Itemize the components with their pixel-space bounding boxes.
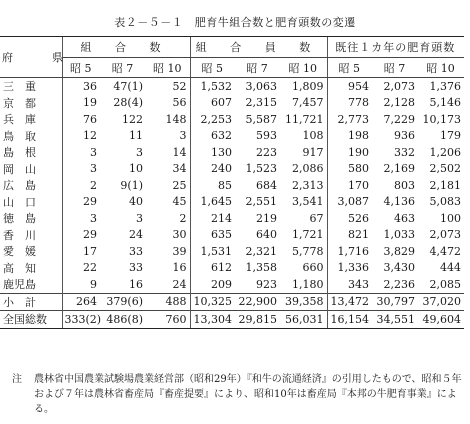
- prefecture-cell: [0, 293, 62, 311]
- value-cell: 5,587: [245, 112, 277, 126]
- value-cell: 2,073: [429, 228, 462, 242]
- table-row: [0, 161, 464, 178]
- value-cell: 9(1): [120, 178, 143, 192]
- value-cell: 29: [62, 227, 100, 244]
- value-cell: 37,020: [418, 293, 464, 311]
- value-cell: 14: [172, 145, 187, 159]
- value-cell: 3,541: [292, 195, 324, 209]
- value-cell: 85: [190, 177, 235, 194]
- prefecture-cell: [0, 311, 62, 329]
- prefecture-name: 鳥 取: [3, 129, 36, 143]
- value-cell: 635: [190, 227, 235, 244]
- value-cell: 36: [62, 78, 100, 95]
- value-cell: 4,472: [429, 244, 462, 258]
- value-cell: 52: [172, 79, 187, 93]
- prefecture-name: 高 知: [3, 261, 36, 275]
- value-cell: 24: [172, 277, 187, 291]
- value-cell: 130: [190, 144, 235, 161]
- value-cell: 19: [62, 95, 100, 112]
- value-cell: 917: [302, 145, 324, 159]
- value-cell: 22: [62, 260, 100, 277]
- value-cell: 954: [327, 78, 372, 95]
- value-cell: 486(8): [100, 311, 146, 329]
- value-cell: 148: [165, 112, 187, 126]
- subtotal-row: [0, 293, 464, 311]
- header-year: 昭 5: [327, 58, 372, 78]
- prefecture-name: 島 根: [3, 146, 36, 160]
- value-cell: 821: [327, 227, 372, 244]
- value-cell: 2,313: [292, 178, 324, 192]
- value-cell: 214: [190, 210, 235, 227]
- value-cell: 640: [256, 228, 277, 242]
- value-cell: 33: [129, 244, 143, 258]
- value-cell: 580: [327, 161, 372, 178]
- footnote-label: 注: [12, 374, 22, 385]
- value-cell: 332: [394, 145, 415, 159]
- value-cell: 612: [190, 260, 235, 277]
- prefecture-cell: [0, 276, 62, 293]
- value-cell: 2: [179, 211, 187, 225]
- value-cell: 223: [256, 145, 277, 159]
- value-cell: 179: [440, 129, 462, 143]
- header-year: 昭 10: [146, 58, 190, 78]
- prefecture-name: 岡 山: [3, 162, 36, 176]
- value-cell: 607: [190, 95, 235, 112]
- value-cell: 343: [327, 276, 372, 293]
- prefecture-name: 全国総数: [3, 313, 47, 327]
- header-group-count: 組 合 数: [62, 37, 190, 58]
- table-row: [0, 111, 464, 128]
- value-cell: 1,532: [190, 78, 235, 95]
- value-cell: 1,523: [245, 162, 277, 176]
- table-row: [0, 177, 464, 194]
- table-row: [0, 210, 464, 227]
- value-cell: 76: [62, 111, 100, 128]
- value-cell: 16,154: [327, 311, 372, 329]
- value-cell: 34: [172, 162, 187, 176]
- value-cell: 1,809: [292, 79, 324, 93]
- value-cell: 632: [190, 128, 235, 145]
- value-cell: 660: [302, 261, 324, 275]
- prefecture-name: 三 重: [3, 80, 36, 94]
- value-cell: 3: [136, 211, 143, 225]
- header-year: 昭 5: [190, 58, 235, 78]
- value-cell: 1,716: [327, 243, 372, 260]
- value-cell: 56: [172, 96, 187, 110]
- value-cell: 1,645: [190, 194, 235, 211]
- value-cell: 463: [394, 211, 415, 225]
- prefecture-name: 兵 庫: [3, 113, 36, 127]
- value-cell: 3,829: [383, 244, 415, 258]
- header-year: 昭 10: [280, 58, 327, 78]
- value-cell: 2,169: [383, 162, 415, 176]
- prefecture-name: 広 島: [3, 179, 36, 193]
- value-cell: 2,551: [245, 195, 277, 209]
- prefecture-name: 小 計: [3, 295, 36, 309]
- value-cell: 25: [172, 178, 187, 192]
- value-cell: 3,063: [245, 79, 277, 93]
- value-cell: 122: [122, 112, 143, 126]
- value-cell: 39,358: [280, 293, 327, 311]
- value-cell: 3: [62, 161, 100, 178]
- total-row: [0, 311, 464, 329]
- value-cell: 2,773: [327, 111, 372, 128]
- value-cell: 2,253: [190, 111, 235, 128]
- value-cell: 5,778: [292, 244, 324, 258]
- value-cell: 3: [179, 129, 187, 143]
- value-cell: 803: [394, 178, 415, 192]
- value-cell: 240: [190, 161, 235, 178]
- value-cell: 24: [129, 228, 143, 242]
- value-cell: 1,336: [327, 260, 372, 277]
- value-cell: 108: [302, 129, 324, 143]
- value-cell: 444: [440, 261, 462, 275]
- value-cell: 10,173: [422, 112, 462, 126]
- prefecture-cell: [0, 111, 62, 128]
- value-cell: 684: [256, 178, 277, 192]
- value-cell: 28(4): [113, 96, 143, 110]
- prefecture-cell: [0, 260, 62, 277]
- value-cell: 1,033: [383, 228, 415, 242]
- prefecture-cell: [0, 78, 62, 95]
- value-cell: 3,087: [327, 194, 372, 211]
- value-cell: 333(2): [62, 311, 100, 329]
- value-cell: 16: [172, 261, 187, 275]
- prefecture-cell: [0, 95, 62, 112]
- value-cell: 34,551: [372, 311, 418, 329]
- value-cell: 778: [327, 95, 372, 112]
- value-cell: 3,430: [383, 261, 415, 275]
- value-cell: 2: [62, 177, 100, 194]
- value-cell: 1,531: [190, 243, 235, 260]
- value-cell: 3: [136, 145, 143, 159]
- value-cell: 1,721: [292, 228, 324, 242]
- table-row: [0, 227, 464, 244]
- value-cell: 1,180: [292, 277, 324, 291]
- table-row: [0, 276, 464, 293]
- value-cell: 219: [256, 211, 277, 225]
- value-cell: 7,229: [383, 112, 415, 126]
- value-cell: 39: [172, 244, 187, 258]
- value-cell: 9: [62, 276, 100, 293]
- value-cell: 5,146: [429, 96, 462, 110]
- prefecture-cell: [0, 177, 62, 194]
- value-cell: 2,321: [245, 244, 277, 258]
- value-cell: 1,206: [429, 145, 462, 159]
- header-year: 昭 7: [372, 58, 418, 78]
- value-cell: 67: [309, 211, 324, 225]
- value-cell: 10,325: [190, 293, 235, 311]
- table-title: 表２－５－１ 肥育牛組合数と肥育頭数の変遷: [114, 16, 356, 29]
- value-cell: 56,031: [280, 311, 327, 329]
- value-cell: 760: [146, 311, 190, 329]
- prefecture-name: 京 都: [3, 96, 36, 110]
- header-year: 昭 7: [235, 58, 280, 78]
- value-cell: 1,376: [429, 79, 462, 93]
- value-cell: 190: [327, 144, 372, 161]
- header-year: 昭 10: [418, 58, 464, 78]
- header-group-heads: 既往１カ年の肥育頭数: [327, 37, 464, 58]
- value-cell: 17: [62, 243, 100, 260]
- prefecture-cell: [0, 227, 62, 244]
- value-cell: 33: [129, 261, 143, 275]
- table-row: [0, 260, 464, 277]
- value-cell: 100: [440, 211, 462, 225]
- value-cell: 29: [62, 194, 100, 211]
- value-cell: 11,721: [285, 112, 324, 126]
- prefecture-cell: [0, 161, 62, 178]
- prefecture-name: 山 口: [3, 195, 36, 209]
- value-cell: 7,457: [292, 96, 324, 110]
- value-cell: 29,815: [235, 311, 280, 329]
- value-cell: 16: [129, 277, 143, 291]
- table-row: [0, 243, 464, 260]
- value-cell: 30: [172, 228, 187, 242]
- value-cell: 5,083: [429, 195, 462, 209]
- value-cell: 488: [146, 293, 190, 311]
- value-cell: 3: [62, 210, 100, 227]
- prefecture-cell: [0, 194, 62, 211]
- prefecture-cell: [0, 243, 62, 260]
- value-cell: 526: [327, 210, 372, 227]
- prefecture-cell: [0, 210, 62, 227]
- value-cell: 923: [256, 277, 277, 291]
- value-cell: 2,073: [383, 79, 415, 93]
- value-cell: 2,315: [245, 96, 277, 110]
- prefecture-name: 愛 媛: [3, 245, 36, 259]
- value-cell: 170: [327, 177, 372, 194]
- value-cell: 936: [394, 129, 415, 143]
- table-row: [0, 78, 464, 95]
- value-cell: 593: [256, 129, 277, 143]
- value-cell: 3: [62, 144, 100, 161]
- value-cell: 45: [172, 195, 187, 209]
- value-cell: 2,128: [383, 96, 415, 110]
- value-cell: 198: [327, 128, 372, 145]
- table-row: [0, 128, 464, 145]
- footnote-text: 農林省中国農業試験場農業経営部（昭和29年）『和牛の流通経済』の引用したもので、昭和５年および７年は農林省畜産局『畜産提要』により、昭和10年は畜産局『本邦の牛肥育事業』による。: [34, 374, 462, 415]
- value-cell: 4,136: [383, 195, 415, 209]
- table-body: [0, 78, 464, 329]
- table-row: [0, 144, 464, 161]
- value-cell: 13,304: [190, 311, 235, 329]
- value-cell: 2,085: [429, 277, 462, 291]
- header-year: 昭 7: [100, 58, 146, 78]
- value-cell: 2,086: [292, 162, 324, 176]
- table-row: [0, 95, 464, 112]
- header-group-members: 組 合 員 数: [190, 37, 327, 58]
- data-table: [0, 36, 464, 329]
- value-cell: 2,502: [429, 162, 462, 176]
- value-cell: 379(6): [100, 293, 146, 311]
- value-cell: 22,900: [235, 293, 280, 311]
- value-cell: 10: [129, 162, 143, 176]
- value-cell: 11: [129, 129, 143, 143]
- prefecture-cell: [0, 128, 62, 145]
- prefecture-name: 徳 島: [3, 212, 36, 226]
- value-cell: 264: [62, 293, 100, 311]
- value-cell: 30,797: [372, 293, 418, 311]
- prefecture-name: 鹿児島: [3, 278, 36, 292]
- value-cell: 1,358: [245, 261, 277, 275]
- prefecture-cell: [0, 144, 62, 161]
- value-cell: 40: [129, 195, 143, 209]
- value-cell: 47(1): [113, 79, 143, 93]
- header-prefecture: 府 県: [0, 37, 62, 78]
- table-row: [0, 194, 464, 211]
- prefecture-name: 香 川: [3, 228, 36, 242]
- footnote: [12, 372, 464, 417]
- value-cell: 12: [62, 128, 100, 145]
- value-cell: 2,236: [383, 277, 415, 291]
- value-cell: 49,604: [418, 311, 464, 329]
- value-cell: 2,181: [429, 178, 462, 192]
- value-cell: 209: [190, 276, 235, 293]
- value-cell: 13,472: [327, 293, 372, 311]
- header-year: 昭 5: [62, 58, 100, 78]
